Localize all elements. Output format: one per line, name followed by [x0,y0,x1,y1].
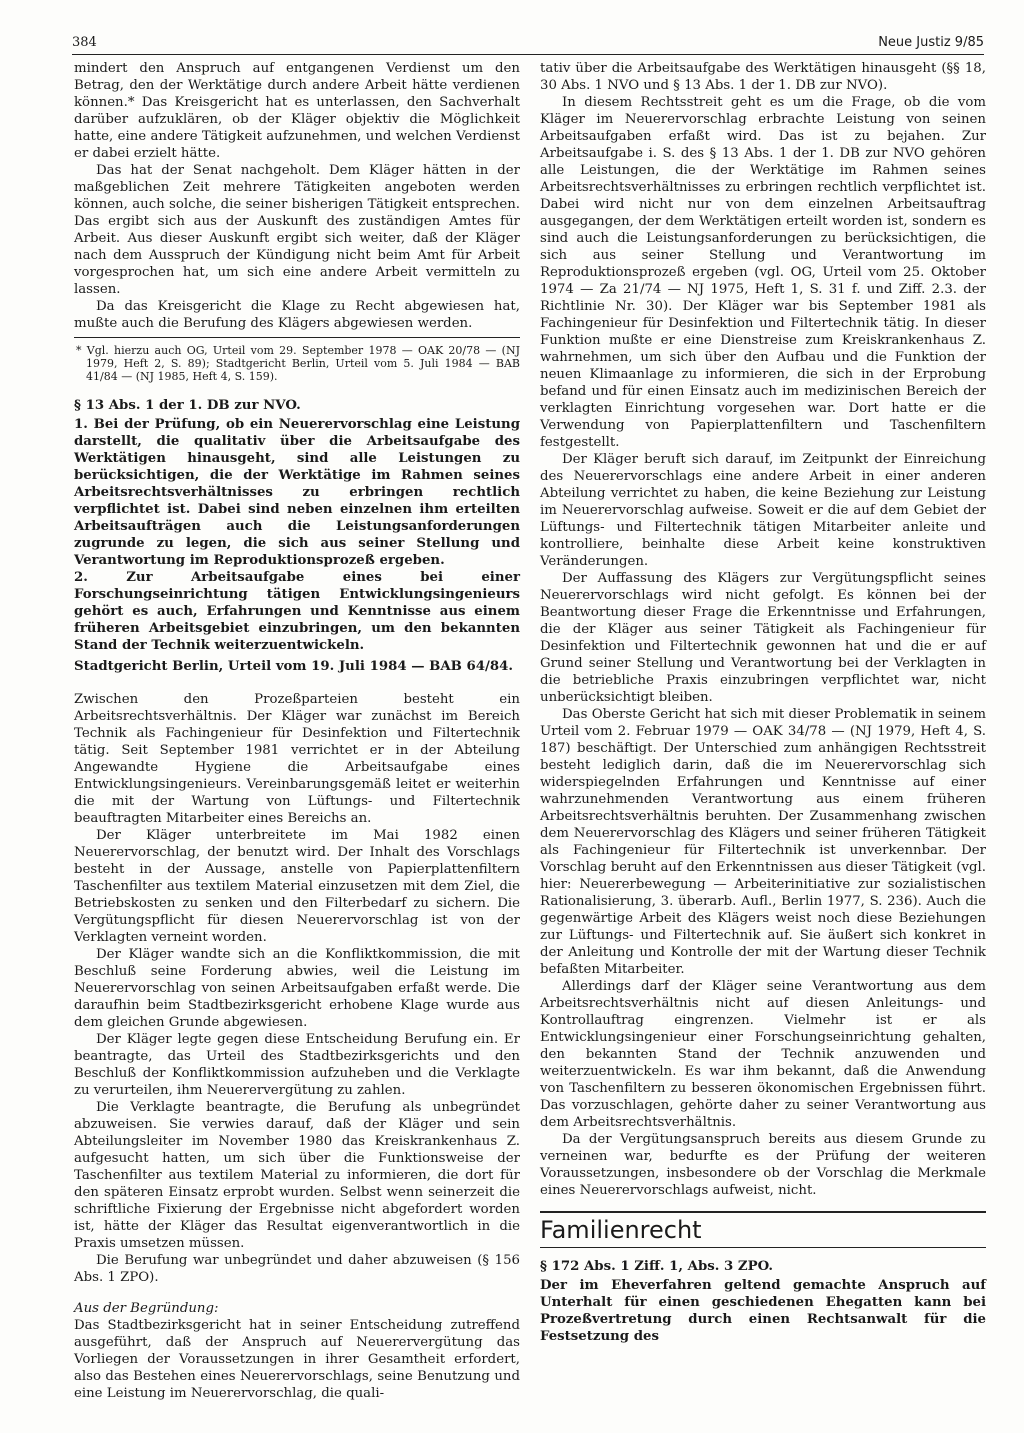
paragraph: Die Verklagte beantragte, die Berufung als unbegründet abzuweisen. Sie verwies darauf, daß der Kläger und sein Abteilungsleiter im November 1980 das Kreiskrankenhaus Z. aufgesucht hatten, um sich über die Funktionsweise der Taschenfilter aus textilem Material zu informieren, die dort für den späteren Einsatz erprobt wurden. Selbst wenn seinerzeit die schriftliche Fixierung der Ergebnisse nicht abgefordert worden ist, hätte der Kläger das Resultat eigenverantwortlich in die Praxis umsetzen müssen. [74,1100,520,1251]
paragraph: In diesem Rechtsstreit geht es um die Frage, ob die vom Kläger im Neuerervorschlag erbrachte Leistung von seinen Arbeitsaufgaben erfaßt wird. Das ist zu bejahen. Zur Arbeitsaufgabe i. S. des § 13 Abs. 1 der 1. DB zur NVO gehören alle Leistungen, die der Werktätige im Rahmen seines Arbeitsrechtsverhältnisses zu erbringen rechtlich verpflichtet ist. Dabei wird nicht nur von dem einzelnen Arbeitsauftrag ausgegangen, der dem Werktätigen erteilt worden ist, sondern es sind auch die Leistungsanforderungen zu berücksichtigen, die sich aus seiner Stellung und Verantwortung im Reproduktionsprozeß ergeben (vgl. OG, Urteil vom 25. Oktober 1974 — Za 21/74 — NJ 1975, Heft 1, S. 31 f. und Ziff. 2.3. der Richtlinie Nr. 30). Der Kläger war bis September 1981 als Fachingenieur für Desinfektion und Filtertechnik tätig. In dieser Funktion mußte er eine Dienstreise zum Kreiskrankenhaus Z. wahrnehmen, um sich über den Aufbau und die Funktion der neuen Klimaanlage zu informieren, die sich in der Erprobung befand und für einen Einsatz auch im medizinischen Bereich der verklagten Einrichtung vorgesehen war. Dort hatte er die Verwendung von Papierplattenfiltern und Taschenfiltern festgestellt. [540,95,986,450]
leitsatz-1: 1. Bei der Prüfung, ob ein Neuerervorschlag eine Leistung darstellt, die qualitativ über die Arbeitsaufgabe des Werktätigen hinausgeht, sind alle Leistungen zu berücksichtigen, die der Werktätige im Rahmen seines Arbeitsrechtsverhältnisses zu erbringen rechtlich verpflichtet ist. Dabei sind neben einzelnen ihm erteilten Arbeitsaufträgen auch die Leistungsanforderungen zugrunde zu legen, die sich aus seiner Stellung und Verantwortung im Reproduktionsprozeß ergeben. [74,417,520,568]
paragraph: Da das Kreisgericht die Klage zu Recht abgewiesen hat, mußte auch die Berufung des Klägers abgewiesen werden. [74,299,520,331]
paragraph: Allerdings darf der Kläger seine Verantwortung aus dem Arbeitsrechtsverhältnis nicht auf diesen Anleitungs- und Kontrollauftrag eingrenzen. Vielmehr ist er als Entwicklungsingenieur einer Forschungseinrichtung gehalten, den bekannten Stand der Technik anzuwenden und weiterzuentwickeln. Es war ihm bekannt, daß die Anwendung von Taschenfiltern zu besseren ökonomischen Ergebnissen führt. Das vorzuschlagen, gehörte daher zu seiner Verantwortung aus dem Arbeitsrechtsverhältnis. [540,979,986,1130]
court-citation: Stadtgericht Berlin, Urteil vom 19. Juli 1984 — BAB 64/84. [74,659,514,674]
paragraph: Die Berufung war unbegründet und daher abzuweisen (§ 156 Abs. 1 ZPO). [74,1253,520,1285]
left-column [74,60,520,1402]
subheading: Aus der Begründung: [74,1301,219,1316]
paragraph: Der Kläger wandte sich an die Konfliktkommission, die mit Beschluß seine Forderung abwies, weil die Leistung im Neuerervorschlag von seinen Arbeitsaufgaben erfaßt werde. Die daraufhin beim Stadtbezirksgericht erhobene Klage wurde aus dem gleichen Grunde abgewiesen. [74,947,520,1030]
paragraph: mindert den Anspruch auf entgangenen Verdienst um den Betrag, den der Werktätige durch andere Arbeit hätte verdienen können.* Das Kreisgericht hat es unterlassen, den Sachverhalt darüber aufzuklären, ob der Kläger objektiv die Möglichkeit hatte, eine andere Tätigkeit aufzunehmen, und welchen Verdienst er dabei erzielt hätte. [74,61,520,161]
leitsatz: Der im Eheverfahren geltend gemachte Anspruch auf Unterhalt für einen geschiedenen Ehegatten kann bei Prozeßvertretung durch einen Rechtsanwalt für die Festsetzung des [540,1278,986,1344]
paragraph: tativ über die Arbeitsaufgabe des Werktätigen hinausgeht (§§ 18, 30 Abs. 1 NVO und § 13 Abs. 1 der 1. DB zur NVO). [540,61,986,93]
section-title: Familienrecht [540,1211,986,1248]
right-column [540,60,986,1345]
paragraph: Der Kläger beruft sich darauf, im Zeitpunkt der Einreichung des Neuerervorschlags eine andere Arbeit in einer anderen Abteilung verrichtet zu haben, die keine Beziehung zur Leistung im Neuerervorschlag aufweise. Soweit er die auf dem Gebiet der Lüftungs- und Filtertechnik tätigen Mitarbeiter anleite und kontrolliere, beinhalte diese Arbeit keine konstruktiven Veränderungen. [540,452,986,569]
journal-title: Neue Justiz 9/85 [878,35,984,50]
footnote: * Vgl. hierzu auch OG, Urteil vom 29. September 1978 — OAK 20/78 — (NJ 1979, Heft 2, S. 89); Stadtgericht Berlin, Urteil vom 5. Juli 1984 — BAB 41/84 — (NJ 1985, Heft 4, S. 159). [76,344,520,383]
page-header [72,30,984,55]
law-reference: § 13 Abs. 1 der 1. DB zur NVO. [74,398,301,413]
footnote-divider [74,337,520,338]
law-reference: § 172 Abs. 1 Ziff. 1, Abs. 3 ZPO. [540,1259,774,1274]
paragraph: Der Auffassung des Klägers zur Vergütungspflicht seines Neuerervorschlags wird nicht gefolgt. Es können bei der Beantwortung dieser Frage die Erkenntnisse und Erfahrungen, die der Kläger aus seiner Tätigkeit als Fachingenieur für Desinfektion und Filtertechnik gewonnen hat und die er auf Grund seiner Stellung und Verantwortung bei der Verklagten in die betriebliche Praxis einzubringen verpflichtet war, nicht unberücksichtigt bleiben. [540,571,986,705]
paragraph: Das Oberste Gericht hat sich mit dieser Problematik in seinem Urteil vom 2. Februar 1979 — OAK 34/78 — (NJ 1979, Heft 4, S. 187) beschäftigt. Der Unterschied zum anhängigen Rechtsstreit besteht lediglich darin, daß die im Neuerervorschlag sich widerspiegelnden Erfahrungen und Kenntnisse auf einer wahrzunehmenden Verantwortung aus einem früheren Arbeitsrechtsverhältnis beruhten. Der Zusammenhang zwischen dem Neuerervorschlag des Klägers und seiner früheren Tätigkeit als Fachingenieur für Filtertechnik ist unverkennbar. Der Vorschlag beruht auf den Erkenntnissen aus dieser Tätigkeit (vgl. hier: Neuererbewegung — Arbeiterinitiative zur sozialistischen Rationalisierung, 3. überarb. Aufl., Berlin 1977, S. 236). Auch die gegenwärtige Arbeit des Klägers weist noch diese Beziehungen zur Lüftungs- und Filtertechnik auf. Sie äußert sich konkret in der Anleitung und Kontrolle der mit der Wartung dieser Technik befaßten Mitarbeiter. [540,707,986,977]
paragraph: Da der Vergütungsanspruch bereits aus diesem Grunde zu verneinen war, bedurfte es der Prüfung der weiteren Voraussetzungen, insbesondere ob der Vorschlag die Merkmale eines Neuerervorschlags aufweist, nicht. [540,1132,986,1198]
paragraph: Der Kläger legte gegen diese Entscheidung Berufung ein. Er beantragte, das Urteil des Stadtbezirksgerichts und den Beschluß der Konfliktkommission aufzuheben und die Verklagte zu verurteilen, ihm Neuerervergütung zu zahlen. [74,1032,520,1098]
paragraph: Zwischen den Prozeßparteien besteht ein Arbeitsrechtsverhältnis. Der Kläger war zunächst im Bereich Technik als Fachingenieur für Desinfektion und Filtertechnik tätig. Seit September 1981 verrichtet er in der Abteilung Angewandte Hygiene die Arbeitsaufgabe eines Entwicklungsingenieurs. Vereinbarungsgemäß leitet er weiterhin die mit der Wartung von Lüftungs- und Filtertechnik beauftragten Mitarbeiter eines Bereichs an. [74,692,520,826]
paragraph: Das Stadtbezirksgericht hat in seiner Entscheidung zutreffend ausgeführt, daß der Anspruch auf Neuerervergütung das Vorliegen der Voraussetzungen in ihrer Gesamtheit erfordert, also das Bestehen eines Neuerervorschlags, seine Benutzung und eine Leistung im Neuerervorschlag, die quali- [74,1318,520,1401]
paragraph: Der Kläger unterbreitete im Mai 1982 einen Neuerervorschlag, der benutzt wird. Der Inhalt des Vorschlags besteht in der Aussage, anstelle von Papierplattenfiltern Taschenfilter aus textilem Material einzusetzen mit dem Ziel, die Betriebskosten zu senken und den Filterbedarf zu sichern. Die Vergütungspflicht für diesen Neuerervorschlag ist von der Verklagten verneint worden. [74,828,520,945]
paragraph: Das hat der Senat nachgeholt. Dem Kläger hätten in der maßgeblichen Zeit mehrere Tätigkeiten angeboten werden können, auch solche, die seiner bisherigen Tätigkeit entsprechen. Das ergibt sich aus der Auskunft des zuständigen Amtes für Arbeit. Aus dieser Auskunft ergibt sich weiter, daß der Kläger nach dem Ausspruch der Kündigung nicht beim Amt für Arbeit vorgesprochen hat, um sich eine andere Arbeit vermitteln zu lassen. [74,163,520,297]
page-number: 384 [72,35,97,50]
leitsatz-2: 2. Zur Arbeitsaufgabe eines bei einer Forschungseinrichtung tätigen Entwicklungsingenieurs gehört es auch, Erfahrungen und Kenntnisse aus einem früheren Arbeitsgebiet einzubringen, um den bekannten Stand der Technik weiterzuentwickeln. [74,570,520,653]
